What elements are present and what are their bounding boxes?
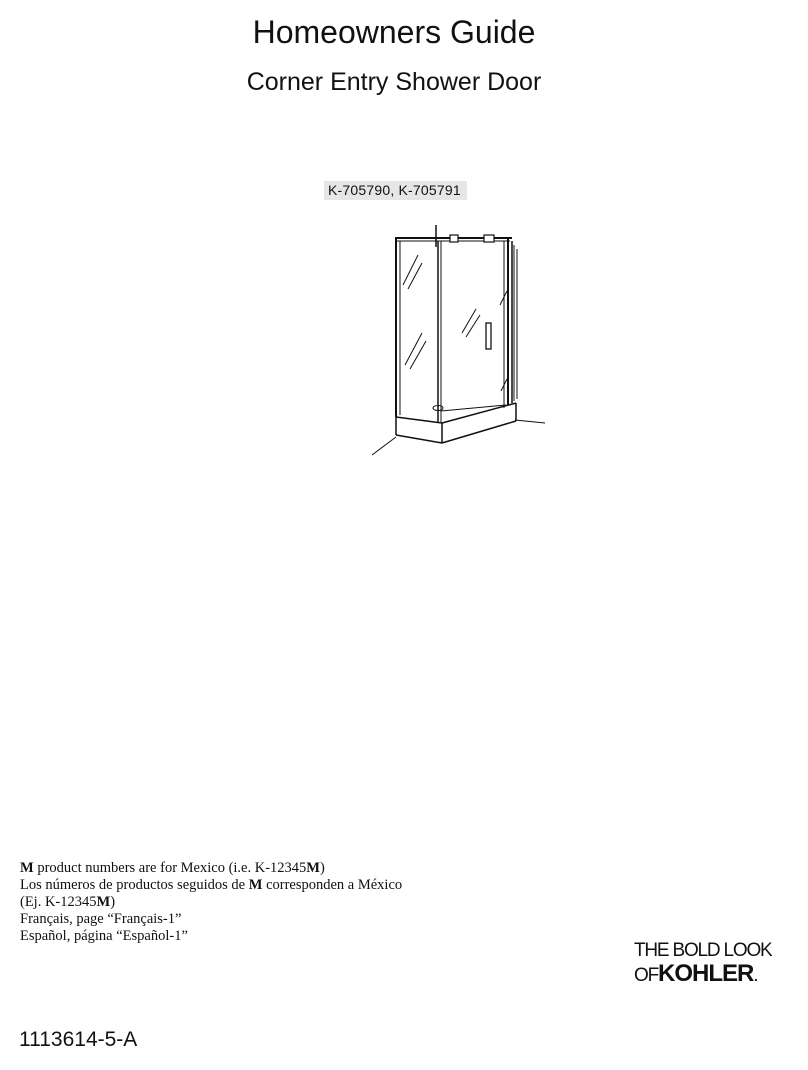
shower-enclosure-illustration (360, 225, 550, 460)
note-text: corresponden a México (262, 877, 403, 893)
model-numbers-label: K-705790, K-705791 (324, 181, 467, 200)
kohler-logo (634, 940, 788, 990)
page-title: Homeowners Guide (252, 14, 536, 50)
product-notes (20, 860, 402, 945)
note-french-page: Français, page “Français-1” (20, 911, 182, 927)
note-mexico-products (20, 860, 402, 877)
logo-brand-line (634, 962, 757, 988)
note-m-bold: M (96, 894, 111, 910)
note-spanish-page: Español, página “Español-1” (20, 928, 188, 944)
note-spanish-products (20, 877, 402, 894)
note-m-bold: M (248, 877, 263, 893)
logo-tagline: THE BOLD LOOK (634, 940, 772, 961)
note-spanish-example (20, 894, 402, 911)
note-text: ) (319, 860, 325, 876)
document-number: 1113614-5-A (19, 1028, 138, 1051)
note-text: Los números de productos seguidos de (20, 877, 249, 893)
note-text: (Ej. K-12345 (20, 894, 97, 910)
note-m-bold: M (20, 860, 34, 876)
logo-trademark-dot: . (753, 965, 758, 986)
page-subtitle: Corner Entry Shower Door (246, 68, 542, 96)
note-m-bold: M (306, 860, 320, 876)
logo-prefix: OF (634, 965, 658, 986)
logo-brand-name: KOHLER (658, 960, 754, 987)
note-text: ) (110, 894, 116, 910)
note-text: product numbers are for Mexico (i.e. K-12345 (33, 860, 307, 876)
